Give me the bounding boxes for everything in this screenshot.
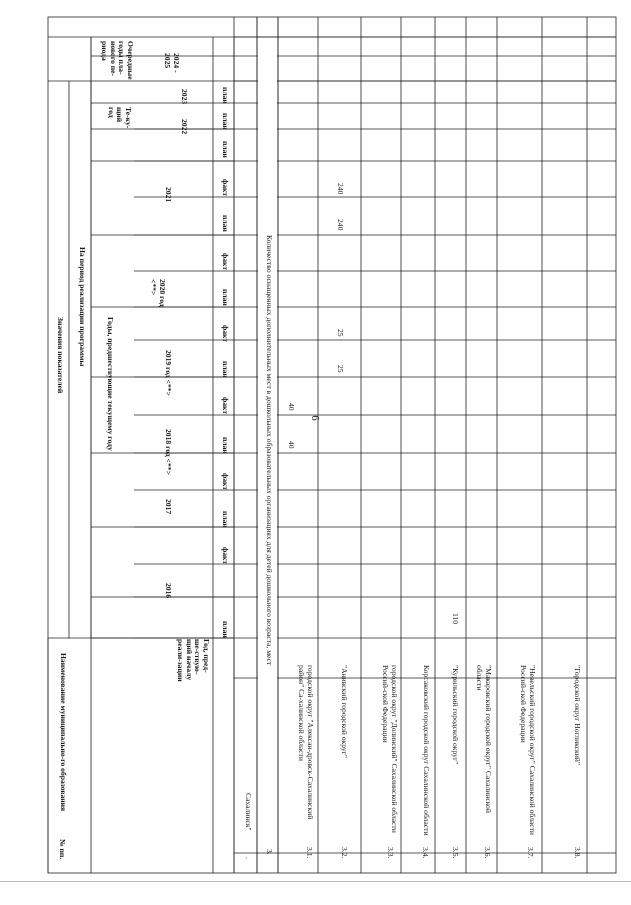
- plan-2020: план: [221, 289, 230, 306]
- col-name-header: Наименование муниципально-го образования: [59, 653, 68, 812]
- plan-2021: план: [221, 215, 230, 232]
- row-3-8-name: "Городской округ Ногликский": [573, 665, 582, 765]
- year-2022: 2022: [180, 119, 189, 135]
- row-3-6-name: "Макаровский городской округ" Сахалинской области: [475, 665, 493, 813]
- preceding-years-header: Годы, предшествующие текущему году: [106, 317, 115, 451]
- row-3-2-num: 3.2.: [340, 847, 349, 859]
- fact-2016: факт: [221, 547, 230, 565]
- plan-2023: план: [221, 113, 230, 130]
- row-3-2-2019-plan: 25: [336, 365, 345, 373]
- values-group-header: Значения показателей: [56, 317, 65, 394]
- plan-2018: план: [221, 437, 230, 454]
- row-0-name: Сахалинск": [244, 793, 253, 831]
- indicator-table: [48, 17, 616, 873]
- plan-2024: план: [221, 87, 230, 104]
- row-3-4-name: Корсаковский городской округ Сахалинской области: [422, 665, 431, 836]
- row-3-2-2019-fact: 25: [336, 329, 345, 337]
- bottom-scan-edge: [0, 881, 631, 882]
- fact-2019: факт: [221, 325, 230, 343]
- plan-2017: план: [221, 511, 230, 528]
- row-3-2-2021-plan: 240: [336, 219, 345, 231]
- year-2016: 2016: [164, 583, 173, 599]
- row-3-num: 3.: [265, 849, 274, 855]
- fact-2018: факт: [221, 397, 230, 415]
- fact-2017: факт: [221, 473, 230, 491]
- fact-2021: факт: [221, 179, 230, 197]
- current-year-header: Те-ку-щий год: [107, 107, 133, 129]
- row-3-3-num: 3.3.: [386, 847, 395, 859]
- row-3-7-num: 3.7.: [526, 847, 535, 859]
- row-3-2-2021-fact: 240: [336, 183, 345, 195]
- row-3-name: Количество оснащенных дополнительных мест в дошкольных образовательных организациях для детей дошкольного возраста, мест: [265, 235, 274, 666]
- row-3-1-2018-plan: 40: [287, 441, 296, 449]
- row-3-5-num: 3.5.: [451, 847, 460, 859]
- fact-2020: факт: [221, 253, 230, 271]
- row-3-4-num: 3.4.: [421, 847, 430, 859]
- year-2020: 2020 год <**>: [149, 279, 167, 307]
- plan-2022: план: [221, 141, 230, 158]
- row-3-1-name: городской округ "Алексан-дровск-Сахалинский район" Са-халинской области: [297, 665, 315, 820]
- year-2023: 2023: [180, 89, 189, 105]
- row-3-6-num: 3.6.: [483, 847, 492, 859]
- plan-2016: план: [221, 621, 230, 638]
- row-3-1-num: 3.1.: [305, 847, 314, 859]
- program-period-header: На период реализации программы: [78, 247, 87, 367]
- plan-2019: план: [221, 361, 230, 378]
- year-2019: 2019 год <**>: [164, 350, 173, 396]
- row-3-3-name: городской округ "Долинский" Сахалинской области Россий-ской Федерации: [381, 665, 399, 833]
- page-number: 6: [308, 415, 321, 421]
- row-3-5-base: 110: [451, 613, 460, 625]
- row-3-5-name: "Курильский городской округ": [451, 665, 460, 765]
- year-2021: 2021: [164, 187, 173, 203]
- row-3-1-2018-fact: 40: [287, 403, 296, 411]
- col-base-year-header: Год, пред-ше-ствую-щий началу реали-зации: [176, 639, 211, 682]
- year-2024: 2024 - 2025: [163, 53, 181, 73]
- row-3-7-name: "Невельский городской округ" Сахалинской области Россий-ской Федерации: [519, 665, 537, 835]
- year-2017: 2017: [164, 499, 173, 515]
- row-0-num: .: [244, 857, 253, 859]
- year-2018: 2018 год <**>: [164, 429, 173, 475]
- row-3-8-num: 3.8.: [573, 847, 582, 859]
- row-3-2-name: "Анивский городской округ": [340, 665, 349, 758]
- next-years-header: Очередные годы пла-нового пе-риода: [100, 41, 135, 80]
- col-num-header: № пп.: [58, 839, 67, 860]
